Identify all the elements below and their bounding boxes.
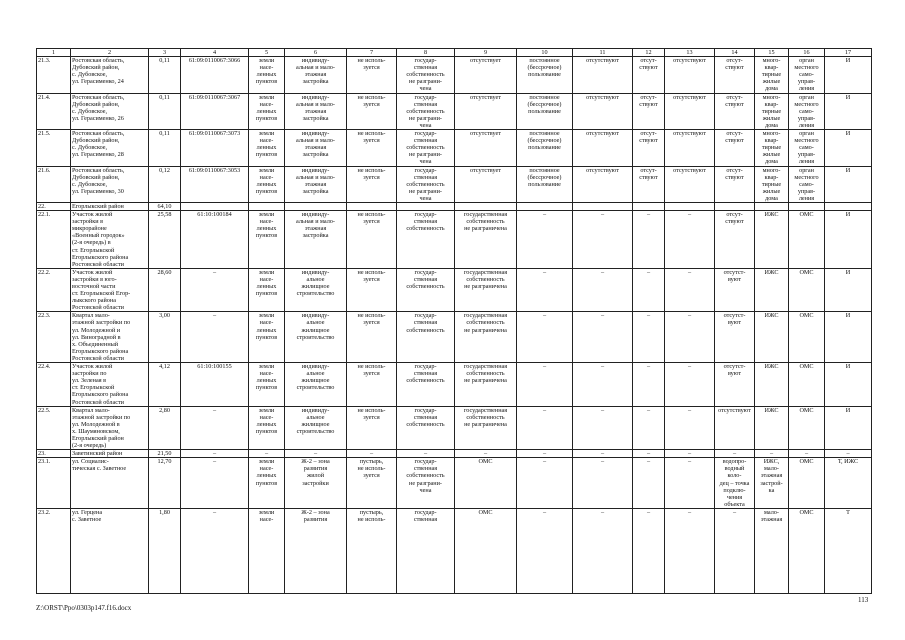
row-number-cell: 21.3.	[37, 57, 71, 93]
table-cell: отсут- ствуют	[715, 211, 755, 269]
row-number-cell: 22.	[37, 202, 71, 210]
table-cell: отсутст- вуют	[715, 312, 755, 363]
row-number-cell: 21.5.	[37, 130, 71, 166]
header-cell: 10	[517, 49, 573, 57]
land-plots-table	[36, 48, 872, 594]
table-cell: не исполь- зуется	[347, 363, 397, 407]
header-cell: 8	[397, 49, 455, 57]
table-cell: –	[517, 450, 573, 458]
row-number-cell: 23.1.	[37, 458, 71, 509]
table-cell: орган местного само- управ- ления	[789, 57, 825, 93]
table-cell: индивиду- альная и мало- этажная застройка	[285, 93, 347, 129]
table-cell: государственная собственность не разграничена	[455, 363, 517, 407]
table-cell: не исполь- зуется	[347, 211, 397, 269]
table-cell: –	[665, 268, 715, 312]
table-row	[37, 363, 872, 407]
table-cell: государ- ственная собственность	[397, 406, 455, 450]
table-cell: Ростовская область, Дубовский район, с. Дубовское, ул. Герасименко, 28	[71, 130, 149, 166]
table-cell: 61:09:0110067:3053	[181, 166, 249, 202]
table-row	[37, 57, 872, 93]
table-cell: Т	[825, 508, 872, 593]
table-cell: индивиду- альная и мало- этажная застройка	[285, 166, 347, 202]
table-cell: индивиду- альное жилищное строительство	[285, 406, 347, 450]
table-cell: государ- ственная собственность не разграни- чена	[397, 130, 455, 166]
table-cell: –	[573, 312, 633, 363]
row-number-cell: 21.6.	[37, 166, 71, 202]
page-number: 113	[858, 596, 869, 604]
table-cell: не исполь- зуется	[347, 57, 397, 93]
table-cell: –	[517, 508, 573, 593]
section-row	[37, 202, 872, 210]
table-cell: отсутствуют	[665, 57, 715, 93]
table-cell: –	[715, 450, 755, 458]
table-cell: ОМС	[789, 211, 825, 269]
table-cell: –	[665, 450, 715, 458]
table-cell	[517, 202, 573, 210]
table-cell: индивиду- альное жилищное строительство	[285, 363, 347, 407]
table-cell: –	[181, 450, 249, 458]
table-cell: ОМС	[789, 458, 825, 509]
table-cell: Заветинский район	[71, 450, 149, 458]
table-cell: 61:09:0110067:3067	[181, 93, 249, 129]
table-cell: И	[825, 166, 872, 202]
table-cell: отсут- ствуют	[633, 93, 665, 129]
table-cell	[347, 202, 397, 210]
header-cell: 17	[825, 49, 872, 57]
table-cell: отсутствуют	[665, 166, 715, 202]
table-cell: индивиду- альное жилищное строительство	[285, 312, 347, 363]
row-number-cell: 22.2.	[37, 268, 71, 312]
table-cell: 2,80	[149, 406, 181, 450]
table-cell: индивиду- альная и мало- этажная застройка	[285, 211, 347, 269]
table-cell: –	[665, 211, 715, 269]
table-cell: Т, ИЖС	[825, 458, 872, 509]
table-cell: И	[825, 130, 872, 166]
table-cell: 25,58	[149, 211, 181, 269]
table-cell: отсутствуют	[573, 130, 633, 166]
row-number-cell: 23.2.	[37, 508, 71, 593]
table-cell: И	[825, 406, 872, 450]
table-cell: много- квар- тирные жилые дома	[755, 130, 789, 166]
table-cell: 12,70	[149, 458, 181, 509]
file-path: Z:\ORST\Ppo\0303p147.f16.docx	[36, 604, 132, 612]
header-cell: 14	[715, 49, 755, 57]
table-row	[37, 166, 872, 202]
section-row	[37, 450, 872, 458]
header-cell: 1	[37, 49, 71, 57]
table-cell: государ- ственная собственность	[397, 363, 455, 407]
table-row	[37, 508, 872, 593]
table-cell: –	[789, 450, 825, 458]
row-number-cell: 22.3.	[37, 312, 71, 363]
table-cell: отсутствуют	[573, 166, 633, 202]
table-cell: И	[825, 211, 872, 269]
table-cell: –	[517, 458, 573, 509]
row-number-cell: 22.5.	[37, 406, 71, 450]
table-cell: земли насе- ленных пунктов	[249, 211, 285, 269]
table-cell: Ростовская область, Дубовский район, с. Дубовское, ул. Герасименко, 30	[71, 166, 149, 202]
header-cell: 13	[665, 49, 715, 57]
table-cell: –	[517, 363, 573, 407]
table-cell	[715, 202, 755, 210]
table-cell: ИЖС, мало- этажная застрой- ка	[755, 458, 789, 509]
table-cell: не исполь- зуется	[347, 406, 397, 450]
table-cell: государ- ственная собственность не разграни- чена	[397, 166, 455, 202]
table-cell: ОМС	[789, 312, 825, 363]
table-row	[37, 211, 872, 269]
table-cell: отсутствуют	[573, 57, 633, 93]
table-cell: отсутст- вуют	[715, 268, 755, 312]
table-cell: государственная собственность не разграничена	[455, 211, 517, 269]
table-cell: много- квар- тирные жилые дома	[755, 93, 789, 129]
table-cell: –	[633, 458, 665, 509]
header-cell: 12	[633, 49, 665, 57]
table-cell: отсут- ствуют	[715, 130, 755, 166]
header-cell: 16	[789, 49, 825, 57]
table-row	[37, 458, 872, 509]
table-cell	[181, 202, 249, 210]
table-cell: много- квар- тирные жилые дома	[755, 57, 789, 93]
table-cell: орган местного само- управ- ления	[789, 166, 825, 202]
table-cell: ИЖС	[755, 312, 789, 363]
table-cell: –	[347, 450, 397, 458]
table-cell: –	[455, 450, 517, 458]
table-cell	[633, 202, 665, 210]
table-cell: И	[825, 57, 872, 93]
table-cell: –	[181, 312, 249, 363]
table-cell: Квартал мало- этажной застройки по ул. Молодежной и ул. Виноградной в х. Объединенный Егорлыкского района Ростовской области	[71, 312, 149, 363]
row-number-cell: 21.4.	[37, 93, 71, 129]
header-cell: 7	[347, 49, 397, 57]
table-cell: отсутствует	[455, 166, 517, 202]
table-cell: орган местного само- управ- ления	[789, 93, 825, 129]
table-cell: И	[825, 312, 872, 363]
table-cell: –	[573, 458, 633, 509]
table-cell: –	[285, 450, 347, 458]
table-cell: отсутствуют	[573, 93, 633, 129]
table-cell: отсут- ствуют	[633, 166, 665, 202]
table-cell: –	[181, 268, 249, 312]
table-cell: Участок жилой застройки по ул. Зеленая в ст. Егорлыкской Егорлыкского района Ростовской области	[71, 363, 149, 407]
table-cell: земли насе- ленных пунктов	[249, 130, 285, 166]
table-cell: государственная собственность не разграничена	[455, 312, 517, 363]
table-cell: 61:10:100155	[181, 363, 249, 407]
table-cell: Участок жилой застройки в микрорайоне «Военный городок» (2-я очередь) в ст. Егорлыкской Егорлыкского района Ростовской области	[71, 211, 149, 269]
table-cell: –	[633, 211, 665, 269]
header-cell: 5	[249, 49, 285, 57]
table-cell: государ- ственная собственность не разграни- чена	[397, 93, 455, 129]
table-cell: Ж-2 – зона развития жилой застройки	[285, 458, 347, 509]
table-cell: государ- ственная	[397, 508, 455, 593]
table-cell: постоянное (бессрочное) пользование	[517, 93, 573, 129]
table-cell: отсут- ствуют	[715, 57, 755, 93]
table-cell: государ- ственная собственность	[397, 211, 455, 269]
table-cell: И	[825, 93, 872, 129]
table-cell: –	[181, 458, 249, 509]
table-cell: –	[573, 450, 633, 458]
table-cell: индивиду- альное жилищное строительство	[285, 268, 347, 312]
table-cell: ОМС	[789, 363, 825, 407]
table-cell: –	[633, 450, 665, 458]
header-cell: 9	[455, 49, 517, 57]
table-cell: государ- ственная собственность	[397, 268, 455, 312]
table-cell: отсутствует	[455, 93, 517, 129]
table-cell: орган местного само- управ- ления	[789, 130, 825, 166]
header-cell: 11	[573, 49, 633, 57]
table-body	[37, 49, 872, 594]
table-cell: 61:10:100184	[181, 211, 249, 269]
table-cell: 61:09:0110067:3066	[181, 57, 249, 93]
row-number-cell: 23.	[37, 450, 71, 458]
table-cell: ОМС	[789, 406, 825, 450]
table-cell: –	[825, 450, 872, 458]
table-cell: ул. Герцена с. Заветное	[71, 508, 149, 593]
table-cell: ИЖС	[755, 211, 789, 269]
table-row	[37, 130, 872, 166]
table-cell	[755, 202, 789, 210]
table-cell: индивиду- альная и мало- этажная застройка	[285, 130, 347, 166]
table-cell: государ- ственная собственность не разграни- чена	[397, 57, 455, 93]
header-row	[37, 49, 872, 57]
table-cell: не исполь- зуется	[347, 166, 397, 202]
table-cell: Ростовская область, Дубовский район, с. Дубовское, ул. Герасименко, 24	[71, 57, 149, 93]
table-cell: не исполь- зуется	[347, 268, 397, 312]
table-cell: –	[665, 406, 715, 450]
header-cell: 3	[149, 49, 181, 57]
table-cell: государ- ственная собственность	[397, 312, 455, 363]
table-cell: земли насе- ленных пунктов	[249, 268, 285, 312]
table-cell: отсутствует	[455, 130, 517, 166]
table-cell: 61:09:0110067:3073	[181, 130, 249, 166]
table-cell: 0,11	[149, 130, 181, 166]
table-cell: –	[633, 406, 665, 450]
table-cell: пустырь, не исполь- зуется	[347, 458, 397, 509]
table-cell: ОМС	[455, 458, 517, 509]
table-cell	[573, 202, 633, 210]
table-cell: 21,50	[149, 450, 181, 458]
header-cell: 2	[71, 49, 149, 57]
table-cell: ул. Социалис- тическая с. Заветное	[71, 458, 149, 509]
table-cell: –	[517, 406, 573, 450]
table-cell: земли насе- ленных пунктов	[249, 93, 285, 129]
table-cell: отсутствуют	[665, 93, 715, 129]
table-cell	[455, 202, 517, 210]
table-cell: земли насе-	[249, 508, 285, 593]
table-cell: И	[825, 268, 872, 312]
table-cell: отсут- ствуют	[715, 166, 755, 202]
table-cell: отсутст- вуют	[715, 363, 755, 407]
header-cell: 6	[285, 49, 347, 57]
table-cell: –	[633, 268, 665, 312]
table-cell: ОМС	[789, 508, 825, 593]
table-cell: 64,10	[149, 202, 181, 210]
table-cell: не исполь- зуется	[347, 130, 397, 166]
table-row	[37, 268, 872, 312]
table-row	[37, 312, 872, 363]
table-cell: Ж-2 – зона развития	[285, 508, 347, 593]
table-cell: 1,80	[149, 508, 181, 593]
table-cell: –	[665, 363, 715, 407]
table-cell: не исполь- зуется	[347, 93, 397, 129]
table-cell: –	[633, 363, 665, 407]
table-cell: ИЖС	[755, 268, 789, 312]
table-cell	[789, 202, 825, 210]
table-cell	[249, 202, 285, 210]
table-cell: земли насе- ленных пунктов	[249, 406, 285, 450]
table-cell	[285, 202, 347, 210]
table-cell: –	[181, 508, 249, 593]
table-cell: –	[517, 211, 573, 269]
table-cell: –	[573, 211, 633, 269]
table-cell: постоянное (бессрочное) пользование	[517, 166, 573, 202]
table-cell: постоянное (бессрочное) пользование	[517, 130, 573, 166]
table-cell: земли насе- ленных пунктов	[249, 363, 285, 407]
table-cell: –	[633, 312, 665, 363]
table-cell: –	[573, 508, 633, 593]
table-cell: 4,12	[149, 363, 181, 407]
table-cell: ОМС	[455, 508, 517, 593]
table-cell	[825, 202, 872, 210]
table-cell: водопро- водный коло- дец – точка подклю- чения объекта	[715, 458, 755, 509]
table-cell: много- квар- тирные жилые дома	[755, 166, 789, 202]
table-cell: 0,11	[149, 93, 181, 129]
table-cell: –	[517, 312, 573, 363]
table-cell: отсут- ствуют	[633, 57, 665, 93]
table-cell	[665, 202, 715, 210]
table-cell: Квартал мало- этажной застройки по ул. Молодежной в х. Шаумяновском, Егорлыкский район (2-я очередь)	[71, 406, 149, 450]
table-cell: –	[517, 268, 573, 312]
table-cell: –	[181, 406, 249, 450]
table-cell: 28,60	[149, 268, 181, 312]
table-cell: –	[715, 508, 755, 593]
table-cell: –	[573, 406, 633, 450]
table-cell: Ростовская область, Дубовский район, с. Дубовское, ул. Герасименко, 26	[71, 93, 149, 129]
table-cell: –	[573, 268, 633, 312]
table-cell: не исполь- зуется	[347, 312, 397, 363]
table-cell: земли насе- ленных пунктов	[249, 57, 285, 93]
table-cell: –	[755, 450, 789, 458]
table-cell: –	[665, 508, 715, 593]
table-cell: отсут- ствуют	[715, 93, 755, 129]
table-cell: –	[249, 450, 285, 458]
table-cell: государ- ственная собственность не разграни- чена	[397, 458, 455, 509]
table-cell	[397, 202, 455, 210]
table-cell: пустырь, не исполь-	[347, 508, 397, 593]
table-cell: 0,12	[149, 166, 181, 202]
table-cell: земли насе- ленных пунктов	[249, 458, 285, 509]
table-cell: 3,00	[149, 312, 181, 363]
table-cell: отсут- ствуют	[633, 130, 665, 166]
table-cell: –	[665, 312, 715, 363]
table-cell: Егорлыкский район	[71, 202, 149, 210]
table-cell: постоянное (бессрочное) пользование	[517, 57, 573, 93]
row-number-cell: 22.1.	[37, 211, 71, 269]
table-cell: ИЖС	[755, 363, 789, 407]
table-cell: мало- этажная	[755, 508, 789, 593]
row-number-cell: 22.4.	[37, 363, 71, 407]
table-cell: –	[397, 450, 455, 458]
header-cell: 4	[181, 49, 249, 57]
table-cell: государственная собственность не разграничена	[455, 406, 517, 450]
table-cell: –	[633, 508, 665, 593]
table-cell: 0,11	[149, 57, 181, 93]
table-cell: отсутствует	[455, 57, 517, 93]
table-cell: –	[573, 363, 633, 407]
table-cell: индивиду- альная и мало- этажная застройка	[285, 57, 347, 93]
header-cell: 15	[755, 49, 789, 57]
table-cell: ИЖС	[755, 406, 789, 450]
table-cell: земли насе- ленных пунктов	[249, 312, 285, 363]
table-row	[37, 93, 872, 129]
table-cell: И	[825, 363, 872, 407]
table-cell: –	[665, 458, 715, 509]
table-cell: Участок жилой застройки в юго- восточной части ст. Егорлыкской Егор- лыкского района Ростовской области	[71, 268, 149, 312]
table-cell: государственная собственность не разграничена	[455, 268, 517, 312]
table-cell: отсутствуют	[715, 406, 755, 450]
table-cell: земли насе- ленных пунктов	[249, 166, 285, 202]
table-cell: отсутствуют	[665, 130, 715, 166]
table-row	[37, 406, 872, 450]
table-cell: ОМС	[789, 268, 825, 312]
